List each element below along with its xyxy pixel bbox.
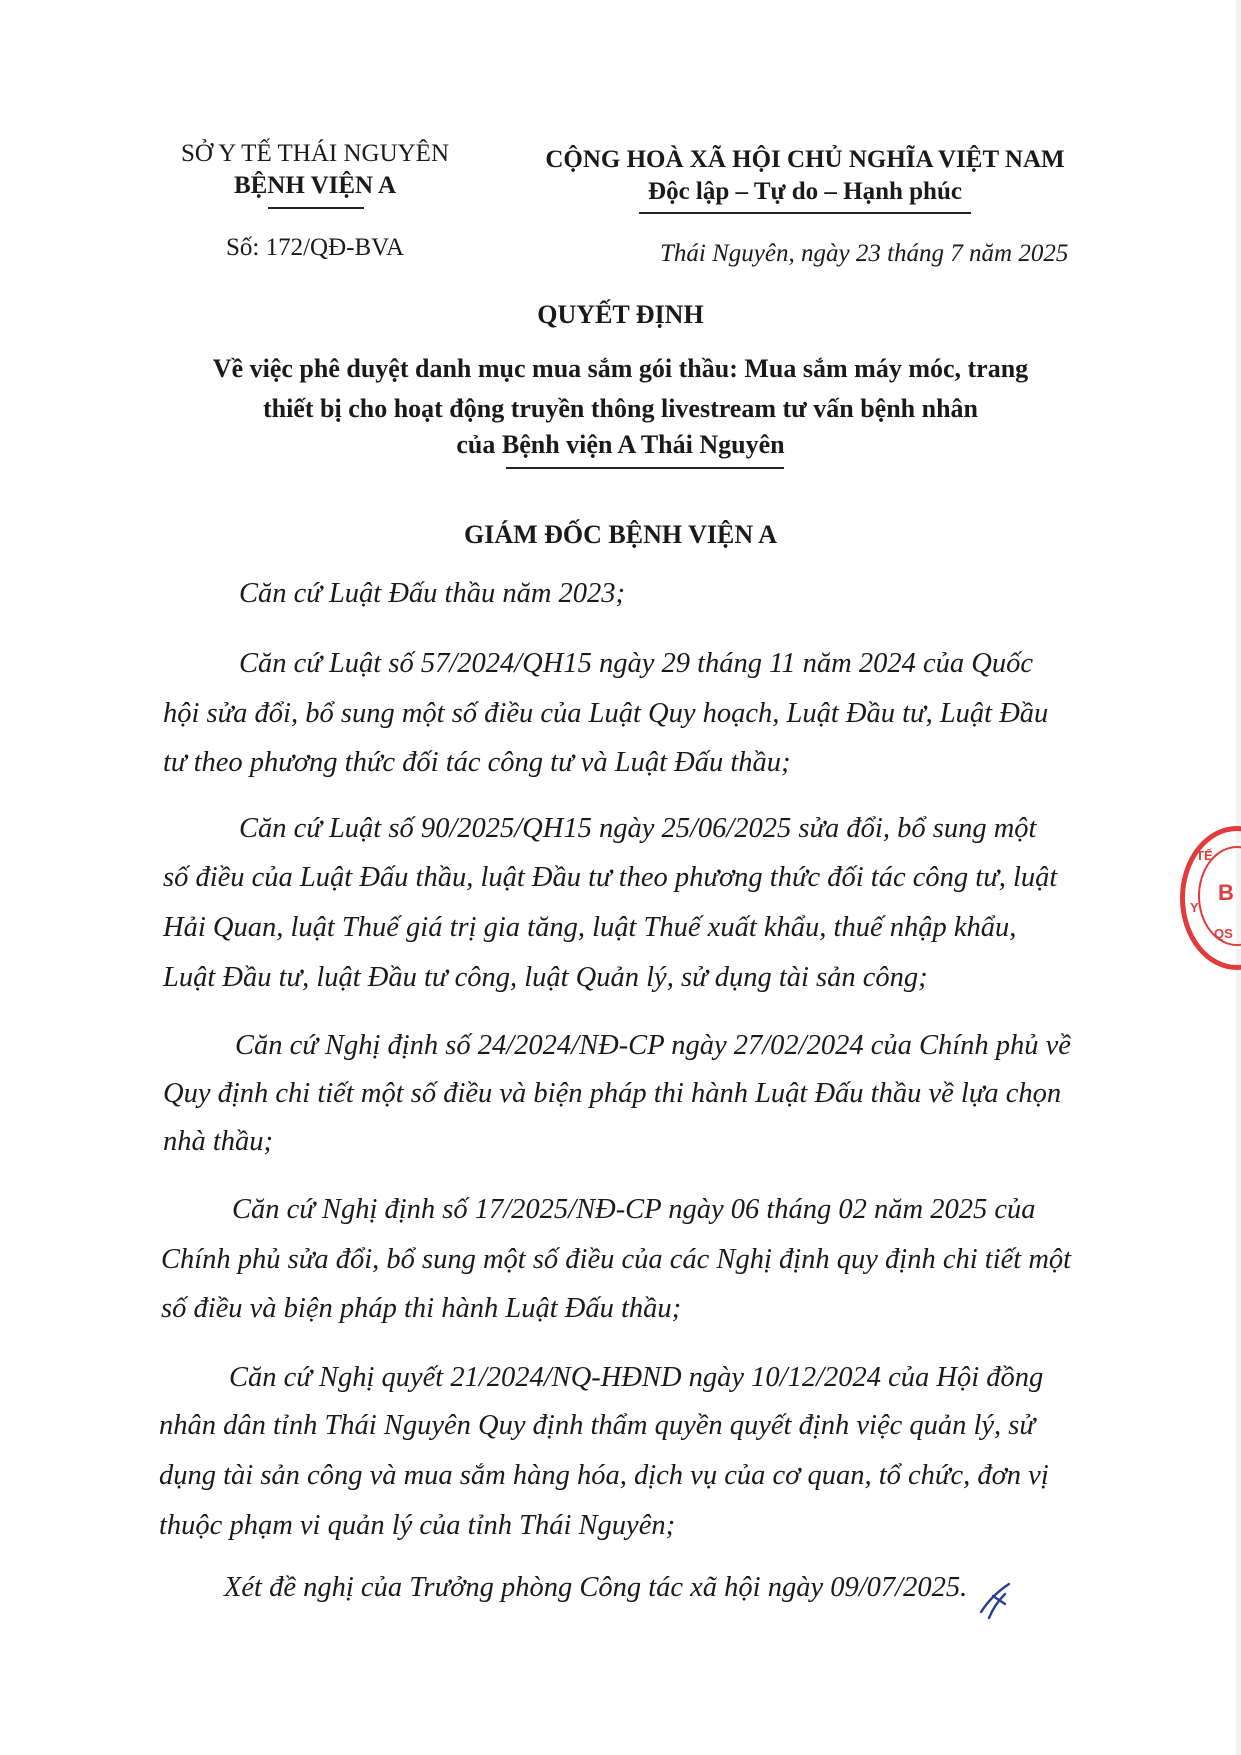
seal-letters: B [1218, 880, 1234, 905]
hospital-underline [268, 207, 364, 209]
agency-name: SỞ Y TẾ THÁI NGUYÊN [180, 140, 450, 167]
legal-basis-line: Xét đề nghị của Trưởng phòng Công tác xã hội ngày 09/07/2025. [224, 1572, 968, 1603]
seal-letters: TẾ [1196, 848, 1213, 863]
legal-basis-line: Quy định chi tiết một số điều và biện pháp thi hành Luật Đấu thầu về lựa chọn [163, 1078, 1062, 1109]
place-date: Thái Nguyên, ngày 23 tháng 7 năm 2025 [660, 240, 1069, 267]
legal-basis-line: nhân dân tỉnh Thái Nguyên Quy định thẩm quyền quyết định việc quản lý, sử [159, 1410, 1035, 1441]
legal-basis-line: thuộc phạm vi quản lý của tỉnh Thái Nguyên; [159, 1510, 676, 1541]
legal-basis-line: Căn cứ Luật Đấu thầu năm 2023; [239, 578, 626, 609]
initials-mark [975, 1578, 1015, 1624]
subject-line: Về việc phê duyệt danh mục mua sắm gói thầu: Mua sắm máy móc, trang [212, 354, 1029, 383]
legal-basis-line: Căn cứ Luật số 90/2025/QH15 ngày 25/06/2025 sửa đổi, bổ sung một [239, 813, 1037, 844]
legal-basis-line: Luật Đầu tư, luật Đầu tư công, luật Quản lý, sử dụng tài sản công; [163, 962, 928, 993]
legal-basis-line: số điều và biện pháp thi hành Luật Đấu thầu; [161, 1293, 682, 1324]
motto-underline [639, 212, 971, 214]
subject-line: của Bệnh viện A Thái Nguyên [456, 430, 785, 459]
subject-underline [506, 467, 784, 469]
legal-basis-line: nhà thầu; [163, 1126, 274, 1157]
seal-letters: Y [1190, 900, 1199, 915]
legal-basis-line: Căn cứ Nghị định số 24/2024/NĐ-CP ngày 27/02/2024 của Chính phủ về [235, 1030, 1071, 1061]
legal-basis-line: số điều của Luật Đấu thầu, luật Đầu tư theo phương thức đối tác công tư, luật [163, 862, 1058, 893]
seal-letters: QS [1214, 926, 1233, 941]
legal-basis-line: hội sửa đổi, bổ sung một số điều của Luật Quy hoạch, Luật Đầu tư, Luật Đầu [163, 698, 1049, 729]
hospital-name: BỆNH VIỆN A [233, 172, 397, 199]
authority-heading: GIÁM ĐỐC BỆNH VIỆN A [463, 520, 777, 549]
legal-basis-line: Căn cứ Nghị quyết 21/2024/NQ-HĐND ngày 10/12/2024 của Hội đồng [229, 1362, 1044, 1393]
legal-basis-line: dụng tài sản công và mua sắm hàng hóa, dịch vụ của cơ quan, tổ chức, đơn vị [159, 1460, 1049, 1491]
national-motto: Độc lập – Tự do – Hạnh phúc [648, 178, 962, 205]
legal-basis-line: Chính phủ sửa đổi, bổ sung một số điều của các Nghị định quy định chi tiết một [161, 1244, 1072, 1275]
subject-line: thiết bị cho hoạt động truyền thông livestream tư vấn bệnh nhân [262, 394, 979, 423]
legal-basis-line: Căn cứ Luật số 57/2024/QH15 ngày 29 tháng 11 năm 2024 của Quốc [239, 648, 1033, 679]
legal-basis-line: tư theo phương thức đối tác công tư và Luật Đấu thầu; [163, 747, 791, 778]
decision-title: QUYẾT ĐỊNH [537, 300, 704, 329]
document-number: Số: 172/QĐ-BVA [225, 234, 405, 261]
legal-basis-line: Hải Quan, luật Thuế giá trị gia tăng, luật Thuế xuất khẩu, thuế nhập khẩu, [163, 912, 1017, 943]
legal-basis-line: Căn cứ Nghị định số 17/2025/NĐ-CP ngày 06 tháng 02 năm 2025 của [232, 1194, 1036, 1225]
country-name: CỘNG HOÀ XÃ HỘI CHỦ NGHĨA VIỆT NAM [545, 146, 1065, 173]
